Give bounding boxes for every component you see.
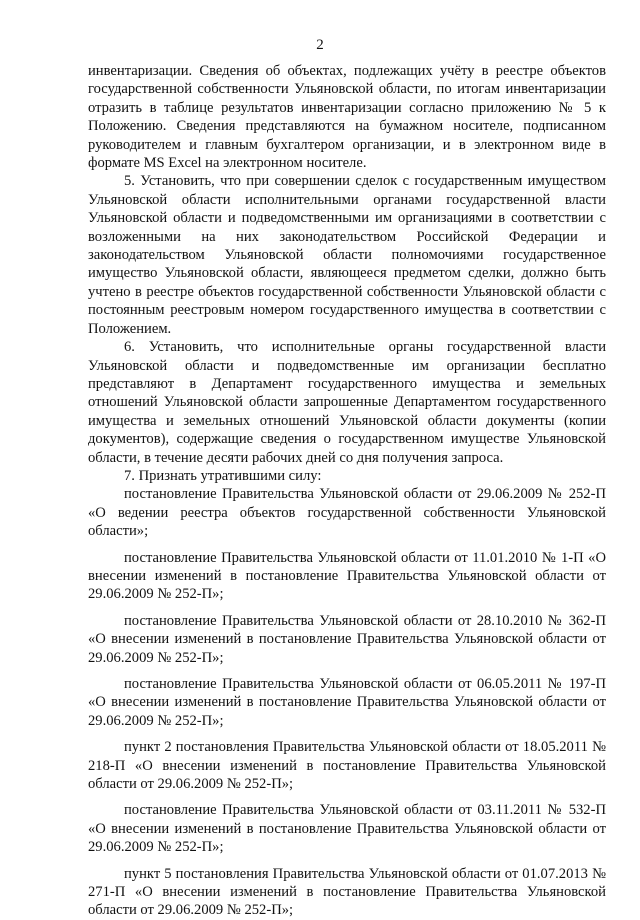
repealed-item-6: постановление Правительства Ульяновской области от 03.11.2011 № 532-П «О внесении изменений в постановление Правительства Ульяновской области от 29.06.2009 № 252-П»; [88, 802, 606, 856]
repealed-item-2: постановление Правительства Ульяновской области от 11.01.2010 № 1-П «О внесении изменений в постановление Правительства Ульяновской области от 29.06.2009 № 252-П»; [88, 549, 606, 603]
repealed-item-3: постановление Правительства Ульяновской области от 28.10.2010 № 362-П «О внесении изменений в постановление Правительства Ульяновской области от 29.06.2009 № 252-П»; [88, 612, 606, 666]
repealed-item-1: постановление Правительства Ульяновской области от 29.06.2009 № 252-П «О ведении реестра объектов государственной собственности Ульяновской области»; [88, 486, 606, 540]
page-number: 2 [316, 37, 324, 53]
repealed-item-5: пункт 2 постановления Правительства Ульяновской области от 18.05.2011 № 218-П «О внесении изменений в постановление Правительства Ульяновской области от 29.06.2009 № 252-П»; [88, 739, 606, 793]
document-body [88, 62, 606, 920]
paragraph-continuation: инвентаризации. Сведения об объектах, подлежащих учёту в реестре объектов государственной собственности Ульяновской области, по итогам инвентаризации отразить в таблице результатов инвентаризации согласно приложению № 5 к Положению. Сведения представляются на бумажном носителе, подписанном руководителем и главным бухгалтером организации, и в электронном виде в формате MS Excel на электронном носителе. [88, 63, 606, 172]
paragraph-point-6: 6. Установить, что исполнительные органы государственной власти Ульяновской области и подведомственные им организации бесплатно представляют в Департамент государственного имущества и земельных отношений Ульяновской области запрошенные Департаментом государственного имущества и земельных отношений Ульяновской области документы (копии документов), содержащие сведения о государственном имуществе Ульяновской области, в течение десяти рабочих дней со дня получения запроса. [88, 339, 606, 466]
paragraph-point-5: 5. Установить, что при совершении сделок с государственным имуществом Ульяновской области исполнительными органами государственной власти Ульяновской области и подведомственными им организациями в соответствии с возложенными на них законодательством Российской Федерации и законодательством Ульяновской области полномочиями государственное имущество Ульяновской области, являющееся предметом сделки, должно быть учтено в реестре объектов государственной собственности Ульяновской области с постоянным реестровым номером государственного имущества в соответствии с Положением. [88, 173, 606, 337]
repealed-item-4: постановление Правительства Ульяновской области от 06.05.2011 № 197-П «О внесении изменений в постановление Правительства Ульяновской области от 29.06.2009 № 252-П»; [88, 676, 606, 729]
repealed-item-7: пункт 5 постановления Правительства Ульяновской области от 01.07.2013 № 271-П «О внесении изменений в постановление Правительства Ульяновской области от 29.06.2009 № 252-П»; [88, 865, 606, 919]
paragraph-point-7-heading: 7. Признать утратившими силу: [124, 467, 322, 484]
